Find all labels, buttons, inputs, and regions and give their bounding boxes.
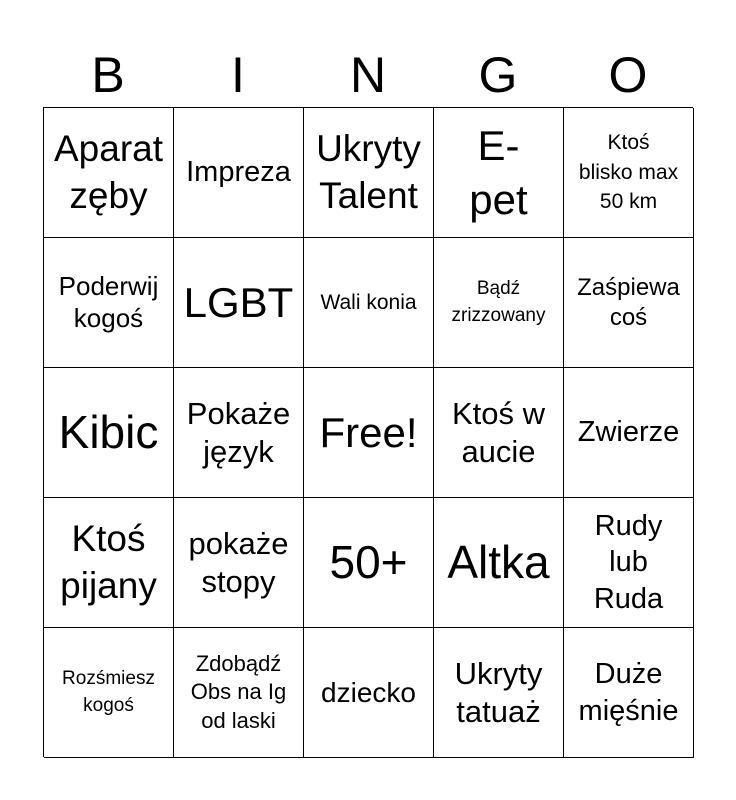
- bingo-cell[interactable]: Poderwij kogoś: [44, 238, 174, 368]
- bingo-cell[interactable]: Bądź zrizzowany: [434, 238, 564, 368]
- bingo-cell[interactable]: Ktoś w aucie: [434, 368, 564, 498]
- bingo-cell[interactable]: Pokaże język: [174, 368, 304, 498]
- header-letter-o: O: [608, 47, 648, 103]
- bingo-cell[interactable]: Zaśpiewa coś: [564, 238, 694, 368]
- bingo-board: [43, 107, 693, 757]
- bingo-cell[interactable]: 50+: [304, 498, 434, 628]
- header-letter-b: B: [91, 47, 125, 103]
- bingo-cell[interactable]: E-pet: [434, 108, 564, 238]
- header-letter-n: N: [349, 47, 387, 103]
- header-letter-g: G: [478, 47, 518, 103]
- bingo-cell[interactable]: pokaże stopy: [174, 498, 304, 628]
- bingo-cell[interactable]: Ukryty tatuaż: [434, 628, 564, 758]
- bingo-cell[interactable]: Ukryty Talent: [304, 108, 434, 238]
- bingo-cell[interactable]: Aparat zęby: [44, 108, 174, 238]
- bingo-cell[interactable]: Zwierze: [564, 368, 694, 498]
- bingo-header: [43, 44, 693, 106]
- bingo-cell[interactable]: Wali konia: [304, 238, 434, 368]
- bingo-cell[interactable]: Rozśmiesz kogoś: [44, 628, 174, 758]
- bingo-cell[interactable]: dziecko: [304, 628, 434, 758]
- bingo-cell[interactable]: Duże mięśnie: [564, 628, 694, 758]
- header-letter-i: I: [231, 47, 245, 103]
- bingo-cell[interactable]: Ktoś blisko max 50 km: [564, 108, 694, 238]
- bingo-cell[interactable]: LGBT: [174, 238, 304, 368]
- bingo-cell[interactable]: Impreza: [174, 108, 304, 238]
- bingo-cell[interactable]: Rudy lub Ruda: [564, 498, 694, 628]
- bingo-cell[interactable]: Kibic: [44, 368, 174, 498]
- bingo-cell[interactable]: Zdobądź Obs na Ig od laski: [174, 628, 304, 758]
- bingo-cell[interactable]: Ktoś pijany: [44, 498, 174, 628]
- free-space-cell[interactable]: Free!: [304, 368, 434, 498]
- bingo-cell[interactable]: Altka: [434, 498, 564, 628]
